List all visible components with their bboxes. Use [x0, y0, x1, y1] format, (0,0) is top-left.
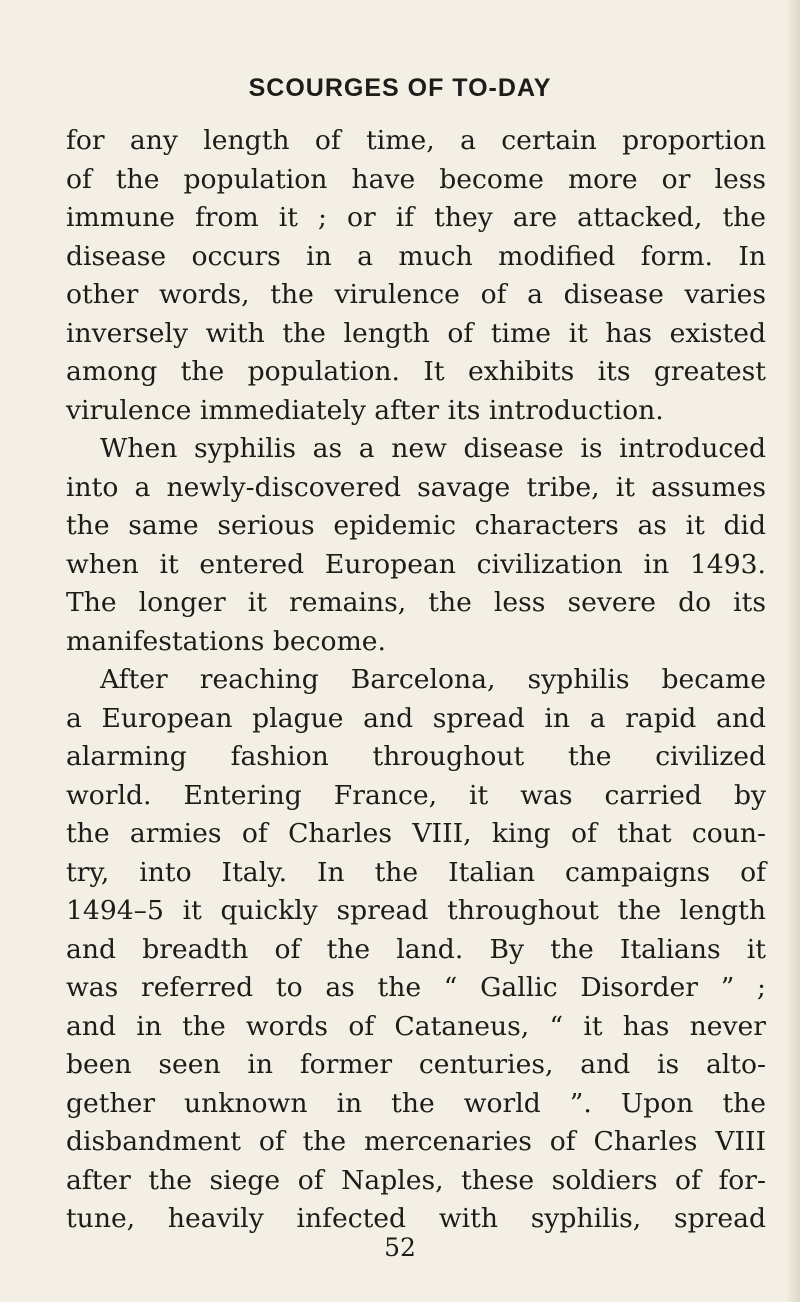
text-line: into a newly-discovered savage tribe, it assumes	[66, 471, 766, 503]
text-line: after the siege of Naples, these soldiers of for-	[66, 1164, 766, 1196]
text-line: inversely with the length of time it has existed	[66, 317, 766, 349]
running-head: SCOURGES OF TO-DAY	[248, 74, 552, 102]
text-line: disbandment of the mercenaries of Charles VIII	[66, 1126, 766, 1157]
text-line: disease occurs in a much modified form. In	[66, 240, 766, 272]
text-line: try, into Italy. In the Italian campaigns of	[66, 856, 766, 888]
text-line: virulence immediately after its introduction.	[66, 394, 664, 426]
text-line: 1494–5 it quickly spread throughout the length	[66, 895, 766, 926]
text-line: of the population have become more or less	[66, 163, 766, 195]
text-line: was referred to as the “ Gallic Disorder ” ;	[66, 972, 766, 1003]
text-line: among the population. It exhibits its greatest	[66, 356, 766, 387]
text-line: been seen in former centuries, and is alto-	[66, 1049, 766, 1080]
page-edge-shadow	[786, 0, 800, 1302]
text-line: After reaching Barcelona, syphilis became	[100, 664, 766, 695]
text-line: when it entered European civilization in 1493.	[66, 548, 766, 580]
text-line: gether unknown in the world ”. Upon the	[66, 1087, 766, 1119]
text-line: and in the words of Cataneus, “ it has never	[66, 1010, 766, 1042]
text-line: world. Entering France, it was carried by	[66, 779, 766, 811]
text-line: tune, heavily infected with syphilis, spread	[66, 1203, 766, 1234]
text-line: alarming fashion throughout the civilized	[66, 741, 766, 772]
text-line: immune from it ; or if they are attacked, the	[66, 202, 766, 233]
text-line: The longer it remains, the less severe do its	[66, 587, 766, 618]
body-text	[66, 122, 766, 1239]
text-line: the same serious epidemic characters as it did	[66, 510, 766, 541]
text-line: manifestations become.	[66, 625, 386, 657]
text-line: When syphilis as a new disease is introduced	[100, 433, 766, 464]
page-number: 52	[384, 1233, 416, 1262]
text-line: a European plague and spread in a rapid and	[66, 702, 766, 734]
text-line: other words, the virulence of a disease varies	[66, 279, 766, 310]
text-line: for any length of time, a certain proportion	[66, 125, 766, 156]
text-line: and breadth of the land. By the Italians it	[66, 933, 766, 965]
text-line: the armies of Charles VIII, king of that coun-	[66, 818, 766, 849]
